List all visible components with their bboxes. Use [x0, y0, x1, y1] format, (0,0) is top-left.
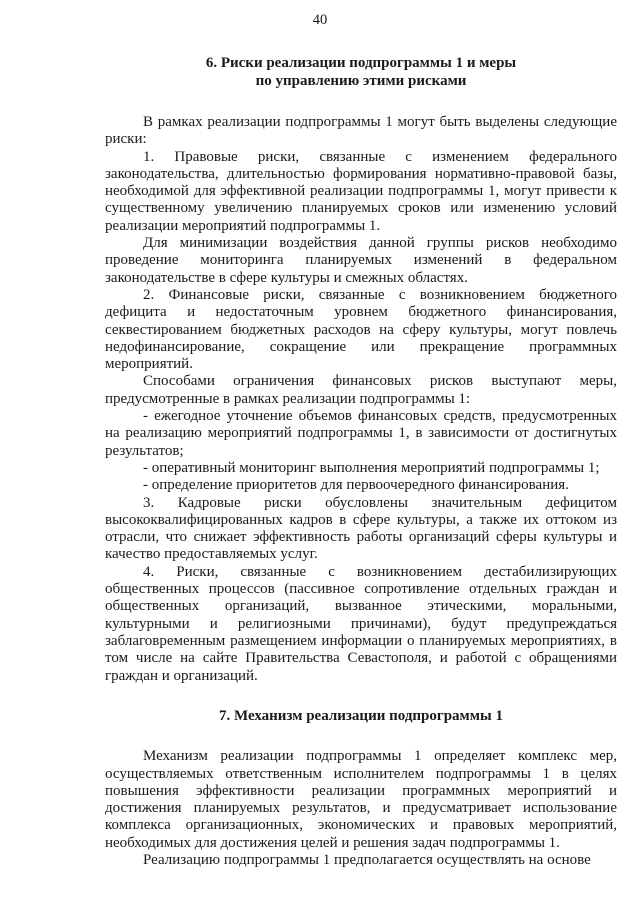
- section-6-paragraph: В рамках реализации подпрограммы 1 могут быть выделены следующие риски:: [105, 114, 617, 148]
- section-7-heading: 7. Механизм реализации подпрограммы 1: [219, 707, 503, 724]
- section-6-list-item: - ежегодное уточнение объемов финансовых средств, предусмотренных на реализацию мероприятий подпрограммы 1, в зависимости от достигнутых результатов;: [105, 408, 617, 459]
- section-6-title-line2: по управлению этими рисками: [255, 72, 467, 89]
- page-number: 40: [312, 12, 328, 28]
- section-6-paragraph: 2. Финансовые риски, связанные с возникновением бюджетного дефицита и недостаточным уровнем бюджетного финансирования, секвестированием бюджетных расходов на сферу культуры, могут повлечь недофинансирование, сокращение или прекращение программных мероприятий.: [105, 286, 617, 373]
- section-6-paragraph: Для минимизации воздействия данной группы рисков необходимо проведение мониторинга планируемых изменений в федеральном законодательстве в сфере культуры и смежных областях.: [105, 235, 617, 286]
- section-6-paragraph: Способами ограничения финансовых рисков выступают меры, предусмотренные в рамках реализации подпрограммы 1:: [105, 373, 617, 407]
- section-6-heading: [105, 55, 617, 90]
- section-6-paragraph: 3. Кадровые риски обусловлены значительным дефицитом высококвалифицированных кадров в сфере культуры, а также их оттоком из отрасли, что снижает эффективность работы организаций сферы культуры и качество предоставляемых услуг.: [105, 494, 617, 563]
- section-6-list-item: - определение приоритетов для первоочередного финансирования.: [143, 477, 569, 494]
- section-6-paragraph: 1. Правовые риски, связанные с изменением федерального законодательства, длительностью формирования нормативно-правовой базы, необходимой для эффективной реализации подпрограммы 1, могут привести к существенному увеличению планируемых сроков или изменению условий реализации мероприятий подпрограммы 1.: [105, 148, 617, 234]
- section-6-title-line1: 6. Риски реализации подпрограммы 1 и меры: [205, 55, 517, 71]
- section-7-paragraph: Реализацию подпрограммы 1 предполагается осуществлять на основе: [143, 852, 591, 869]
- section-6-paragraph: 4. Риски, связанные с возникновением дестабилизирующих общественных процессов (пассивное сопротивление отдельных граждан и общественных организаций, вызванное этическими, моральными, культурными и религиозными причинами), будут предупреждаться заблаговременным размещением информации о планируемых мероприятиях, в том числе на сайте Правительства Севастополя, и работой с обращениями граждан и организаций.: [105, 563, 617, 684]
- page-content: [105, 55, 617, 869]
- section-6-list-item: - оперативный мониторинг выполнения мероприятий подпрограммы 1;: [143, 459, 600, 476]
- section-7-paragraph: Механизм реализации подпрограммы 1 определяет комплекс мер, осуществляемых ответственным исполнителем подпрограммы 1 в целях повышения эффективности реализации программных мероприятий и достижения планируемых результатов, и предусматривает использование комплекса организационных, экономических и правовых мероприятий, необходимых для достижения целей и решения задач подпрограммы 1.: [105, 748, 617, 851]
